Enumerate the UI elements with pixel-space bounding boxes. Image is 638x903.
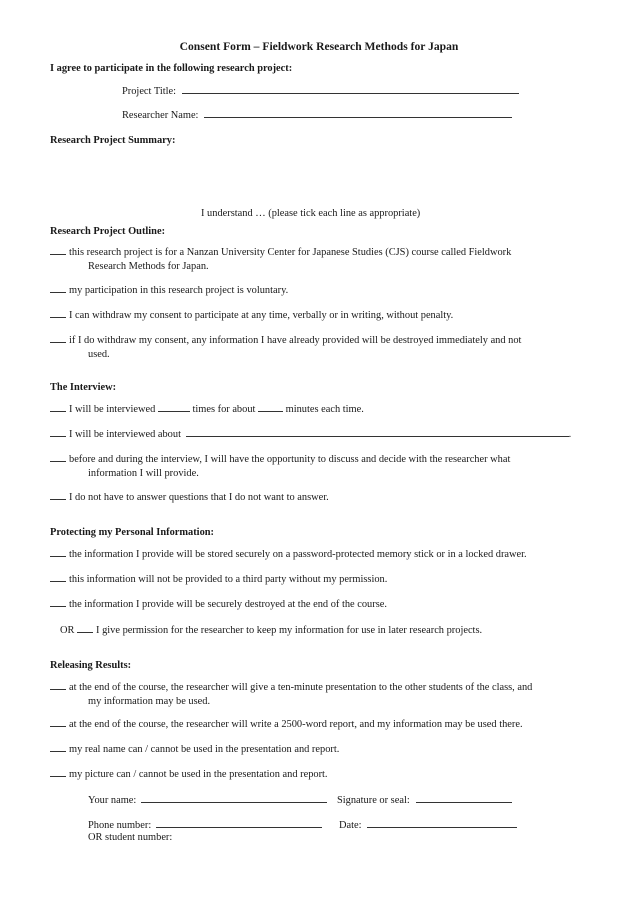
protecting-item-text: I give permission for the researcher to keep my information for use in later research projects. (96, 625, 483, 636)
protecting-item (50, 571, 595, 587)
interview-heading: The Interview: (50, 382, 117, 393)
outline-item-text: if I do withdraw my consent, any information I have already provided will be destroyed immediately and not (69, 335, 522, 346)
tick-blank[interactable] (50, 332, 66, 343)
interview-item-text: before and during the interview, I will have the opportunity to discuss and decide with the researcher what (69, 454, 511, 465)
protecting-or-item (60, 622, 605, 638)
releasing-heading: Releasing Results: (50, 660, 132, 671)
tick-blank[interactable] (50, 244, 66, 255)
tick-blank[interactable] (50, 571, 66, 582)
your-name-row (88, 792, 327, 808)
outline-item-text: I can withdraw my consent to participate at any time, verbally or in writing, without penalty. (69, 310, 454, 321)
agree-heading: I agree to participate in the following research project: (50, 63, 293, 74)
researcher-name-field[interactable] (204, 107, 512, 118)
releasing-item-text: my real name can / cannot be used in the presentation and report. (69, 744, 340, 755)
project-title-field[interactable] (182, 83, 519, 94)
protecting-item (50, 546, 595, 562)
interview-item-text-cont: information I will provide. (88, 467, 199, 479)
outline-item-text-cont: Research Methods for Japan. (88, 260, 209, 272)
understand-instruction: I understand … (please tick each line as appropriate) (201, 208, 421, 219)
protecting-item-text: the information I provide will be securely destroyed at the end of the course. (69, 599, 387, 610)
student-number-label: OR student number: (88, 832, 173, 843)
interview-item-text: I will be interviewed (69, 404, 156, 415)
protecting-heading: Protecting my Personal Information: (50, 527, 215, 538)
signature-label: Signature or seal: (337, 795, 410, 806)
phone-field[interactable] (156, 817, 322, 828)
interview-item-text: I will be interviewed about (69, 429, 181, 440)
interview-item-text: times for about (192, 404, 256, 415)
date-row (339, 817, 517, 833)
protecting-item-text: this information will not be provided to a third party without my permission. (69, 574, 388, 585)
interview-item-text: I do not have to answer questions that I do not want to answer. (69, 492, 329, 503)
tick-blank[interactable] (50, 451, 66, 462)
tick-blank[interactable] (50, 546, 66, 557)
releasing-item (50, 716, 595, 732)
date-field[interactable] (367, 817, 517, 828)
summary-heading: Research Project Summary: (50, 135, 176, 146)
releasing-item-text-cont: my information may be used. (88, 695, 211, 707)
interview-item-text: . (568, 429, 572, 440)
interview-item-text: minutes each time. (285, 404, 364, 415)
tick-blank[interactable] (50, 679, 66, 690)
interview-topic-field[interactable] (186, 426, 569, 437)
tick-blank[interactable] (50, 716, 66, 727)
your-name-field[interactable] (141, 792, 327, 803)
tick-blank[interactable] (77, 622, 93, 633)
releasing-item (50, 741, 595, 757)
releasing-item (50, 679, 595, 708)
project-title-row (122, 83, 519, 99)
protecting-item-text: the information I provide will be stored securely on a password-protected memory stick or in a locked drawer. (69, 549, 527, 560)
outline-item (50, 307, 595, 323)
form-title: Consent Form – Fieldwork Research Methods for Japan (179, 40, 459, 53)
outline-heading: Research Project Outline: (50, 226, 166, 237)
tick-blank[interactable] (50, 489, 66, 500)
interview-item (50, 489, 595, 505)
interview-item (50, 401, 595, 417)
releasing-item-text: at the end of the course, the researcher will give a ten-minute presentation to the other students of the class, and (69, 682, 533, 693)
date-label: Date: (339, 820, 362, 831)
tick-blank[interactable] (50, 401, 66, 412)
interview-minutes-field[interactable] (258, 401, 283, 412)
releasing-item-text: my picture can / cannot be used in the presentation and report. (69, 769, 328, 780)
outline-item (50, 332, 595, 361)
outline-item-text: this research project is for a Nanzan University Center for Japanese Studies (CJS) course called Fieldwork (69, 247, 512, 258)
researcher-name-label: Researcher Name: (122, 110, 199, 121)
your-name-label: Your name: (88, 795, 137, 806)
releasing-item (50, 766, 595, 782)
tick-blank[interactable] (50, 282, 66, 293)
outline-item (50, 282, 595, 298)
project-title-label: Project Title: (122, 86, 176, 97)
interview-count-field[interactable] (158, 401, 190, 412)
or-label: OR (60, 625, 75, 636)
tick-blank[interactable] (50, 766, 66, 777)
signature-field[interactable] (416, 792, 512, 803)
tick-blank[interactable] (50, 596, 66, 607)
tick-blank[interactable] (50, 426, 66, 437)
signature-row (337, 792, 512, 808)
phone-label: Phone number: (88, 820, 152, 831)
protecting-item (50, 596, 595, 612)
interview-item (50, 426, 595, 442)
interview-item (50, 451, 595, 480)
releasing-item-text: at the end of the course, the researcher will write a 2500-word report, and my information may be used there. (69, 719, 523, 730)
researcher-name-row (122, 107, 512, 123)
tick-blank[interactable] (50, 307, 66, 318)
outline-item-text: my participation in this research project is voluntary. (69, 285, 289, 296)
tick-blank[interactable] (50, 741, 66, 752)
outline-item-text-cont: used. (88, 348, 110, 360)
outline-item (50, 244, 595, 273)
